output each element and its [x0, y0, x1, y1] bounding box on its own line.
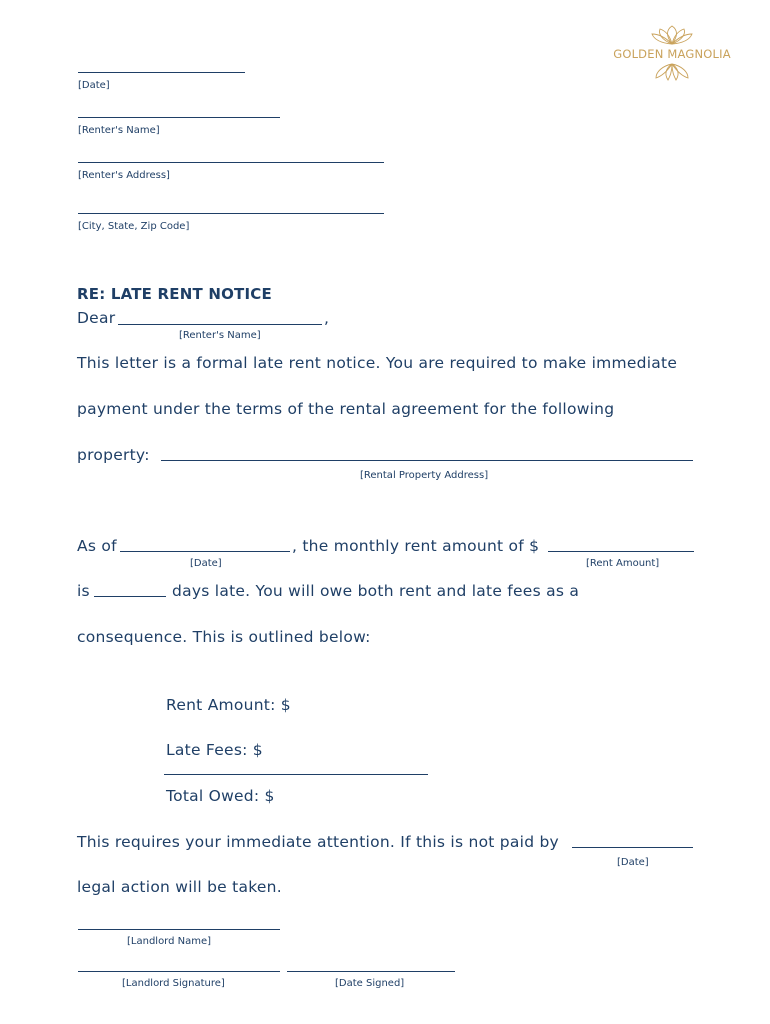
city-state-zip-caption: [City, State, Zip Code] [78, 221, 190, 232]
logo-wordmark: GOLDEN MAGNOLIA [613, 47, 731, 61]
para1-line2: payment under the terms of the rental agreement for the following [77, 400, 615, 418]
salutation-comma: , [324, 309, 330, 327]
landlord-signature-line[interactable] [78, 971, 280, 972]
date-signed-line[interactable] [287, 971, 455, 972]
late-fees-label: Late Fees: $ [166, 741, 263, 759]
days-late-line[interactable] [94, 596, 166, 597]
total-owed-label: Total Owed: $ [166, 787, 275, 805]
salutation-name-line[interactable] [118, 324, 322, 325]
breakdown-divider [164, 774, 428, 775]
as-of-text: As of [77, 537, 117, 555]
as-of-date-line[interactable] [120, 551, 290, 552]
salutation-caption: [Renter's Name] [179, 330, 261, 341]
renter-name-line[interactable] [78, 117, 280, 118]
legal-action-text: legal action will be taken. [77, 878, 282, 896]
company-logo [604, 24, 740, 86]
rent-amount-caption: [Rent Amount] [586, 558, 660, 569]
as-of-date-caption: [Date] [190, 558, 222, 569]
is-text: is [77, 582, 90, 600]
landlord-name-caption: [Landlord Name] [127, 936, 212, 947]
para1-line1: This letter is a formal late rent notice. You are required to make immediate [77, 354, 678, 372]
deadline-date-line[interactable] [572, 847, 693, 848]
salutation: Dear [77, 309, 116, 327]
rent-amount-label: Rent Amount: $ [166, 696, 291, 714]
property-address-line[interactable] [161, 460, 693, 461]
landlord-name-line[interactable] [78, 929, 280, 930]
monthly-rent-text: , the monthly rent amount of $ [292, 537, 540, 555]
renter-address-caption: [Renter's Address] [78, 170, 170, 181]
para1-line3: property: [77, 446, 150, 464]
days-late-text: days late. You will owe both rent and late fees as a [172, 582, 580, 600]
date-line[interactable] [78, 72, 245, 73]
rent-amount-line[interactable] [548, 551, 694, 552]
landlord-signature-caption: [Landlord Signature] [122, 978, 225, 989]
notice-title: RE: LATE RENT NOTICE [77, 285, 272, 303]
date-caption: [Date] [78, 80, 110, 91]
renter-address-line[interactable] [78, 162, 384, 163]
attention-text: This requires your immediate attention. If this is not paid by [77, 833, 559, 851]
property-caption: [Rental Property Address] [360, 470, 489, 481]
date-signed-caption: [Date Signed] [335, 978, 405, 989]
consequence-text: consequence. This is outlined below: [77, 628, 371, 646]
renter-name-caption: [Renter's Name] [78, 125, 160, 136]
deadline-date-caption: [Date] [617, 857, 649, 868]
city-state-zip-line[interactable] [78, 213, 384, 214]
